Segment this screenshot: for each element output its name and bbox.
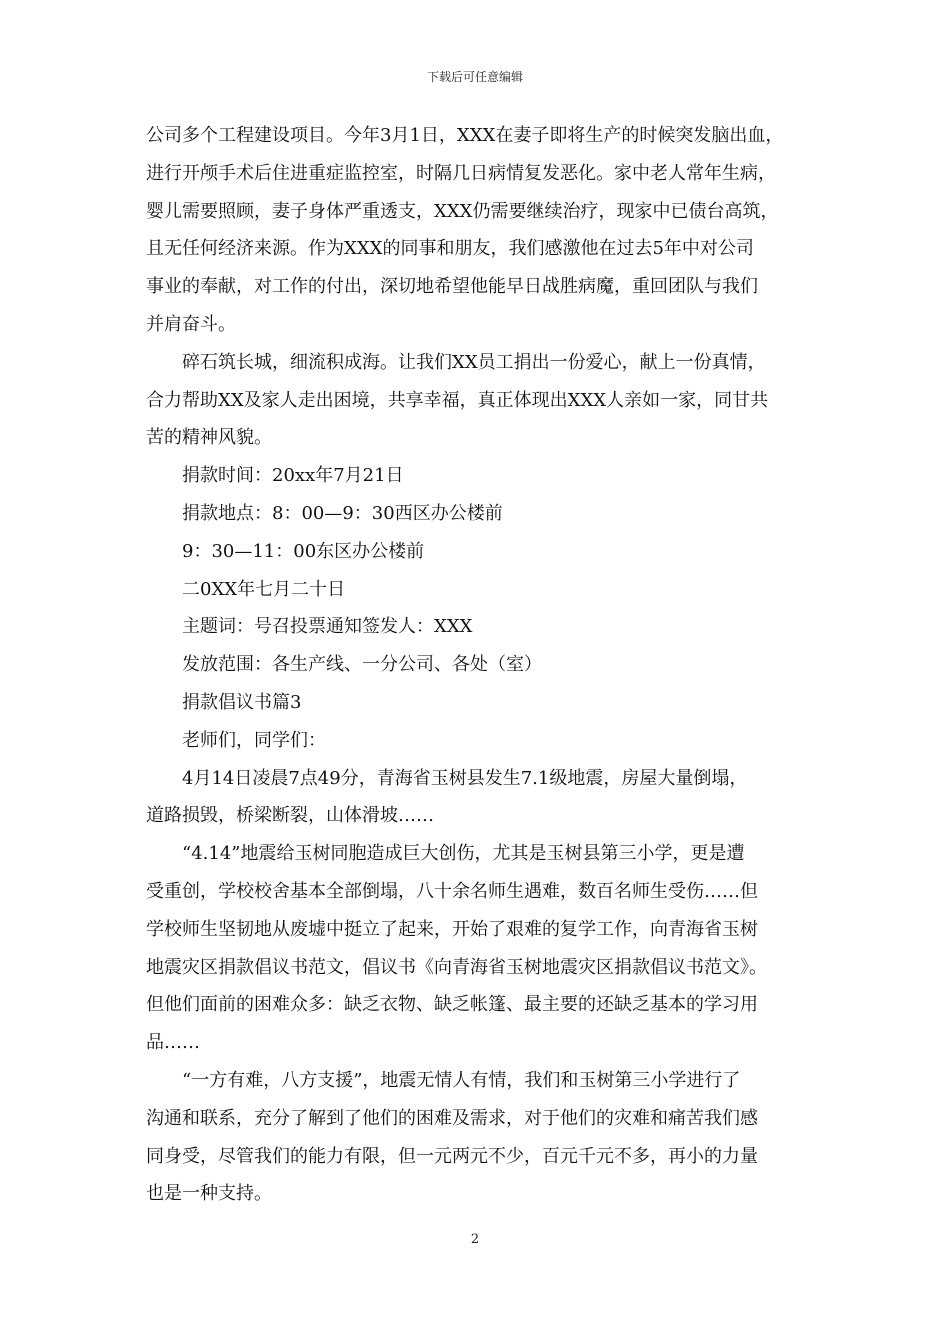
text-line: 且无任何经济来源。作为XXX的同事和朋友，我们感激他在过去5年中对公司 <box>146 238 754 260</box>
page-number: 2 <box>470 1232 480 1247</box>
text-line: 沟通和联系，充分了解到了他们的困难及需求，对于他们的灾难和痛苦我们感 <box>146 1107 758 1129</box>
text-line: “一方有难，八方支援”，地震无情人有情，我们和玉树第三小学进行了 <box>182 1069 741 1091</box>
text-line: 老师们，同学们： <box>182 729 326 751</box>
text-line: 4月14日凌晨7点49分，青海省玉树县发生7.1级地震，房屋大量倒塌， <box>182 767 748 789</box>
text-line: 捐款地点：8：00—9：30西区办公楼前 <box>182 502 503 524</box>
text-line: 事业的奉献，对工作的付出，深切地希望他能早日战胜病魔，重回团队与我们 <box>146 276 758 298</box>
text-line: 品…… <box>146 1032 200 1054</box>
text-line: 苦的精神风貌。 <box>146 427 272 449</box>
text-line: 合力帮助XX及家人走出困境，共享幸福，真正体现出XXX人亲如一家，同甘共 <box>146 389 769 411</box>
document-body <box>146 117 810 1213</box>
text-line: 但他们面前的困难众多：缺乏衣物、缺乏帐篷、最主要的还缺乏基本的学习用 <box>146 994 758 1016</box>
text-line: 碎石筑长城，细流积成海。让我们XX员工捐出一份爱心，献上一份真情， <box>182 351 766 373</box>
text-line: 也是一种支持。 <box>146 1183 272 1205</box>
text-line: 9：30—11：00东区办公楼前 <box>182 540 425 562</box>
text-line: 受重创，学校校舍基本全部倒塌，八十余名师生遇难，数百名师生受伤……但 <box>146 880 758 902</box>
text-line: 同身受，尽管我们的能力有限，但一元两元不少，百元千元不多，再小的力量 <box>146 1145 758 1167</box>
text-line: 二0XX年七月二十日 <box>182 578 346 600</box>
text-line: 发放范围：各生产线、一分公司、各处（室） <box>182 654 542 676</box>
text-line: 捐款时间：20xx年7月21日 <box>182 465 404 487</box>
text-line: 道路损毁，桥梁断裂，山体滑坡…… <box>146 805 434 827</box>
text-line: 进行开颅手术后住进重症监控室，时隔几日病情复发恶化。家中老人常年生病， <box>146 162 776 184</box>
text-line: 地震灾区捐款倡议书范文，倡议书《向青海省玉树地震灾区捐款倡议书范文》。 <box>146 956 767 978</box>
text-line: 公司多个工程建设项目。今年3月1日，XXX在妻子即将生产的时候突发脑出血， <box>146 125 784 146</box>
text-line: 婴儿需要照顾，妻子身体严重透支，XXX仍需要继续治疗，现家中已债台高筑， <box>146 200 779 222</box>
page-header: 下载后可任意编辑 <box>426 70 523 84</box>
text-line: 主题词：号召投票通知签发人：XXX <box>182 616 473 638</box>
text-line: “4.14”地震给玉树同胞造成巨大创伤，尤其是玉树县第三小学，更是遭 <box>182 843 745 865</box>
text-line: 并肩奋斗。 <box>146 313 236 335</box>
text-line: 学校师生坚韧地从废墟中挺立了起来，开始了艰难的复学工作，向青海省玉树 <box>146 918 758 940</box>
text-line: 捐款倡议书篇3 <box>182 691 302 713</box>
